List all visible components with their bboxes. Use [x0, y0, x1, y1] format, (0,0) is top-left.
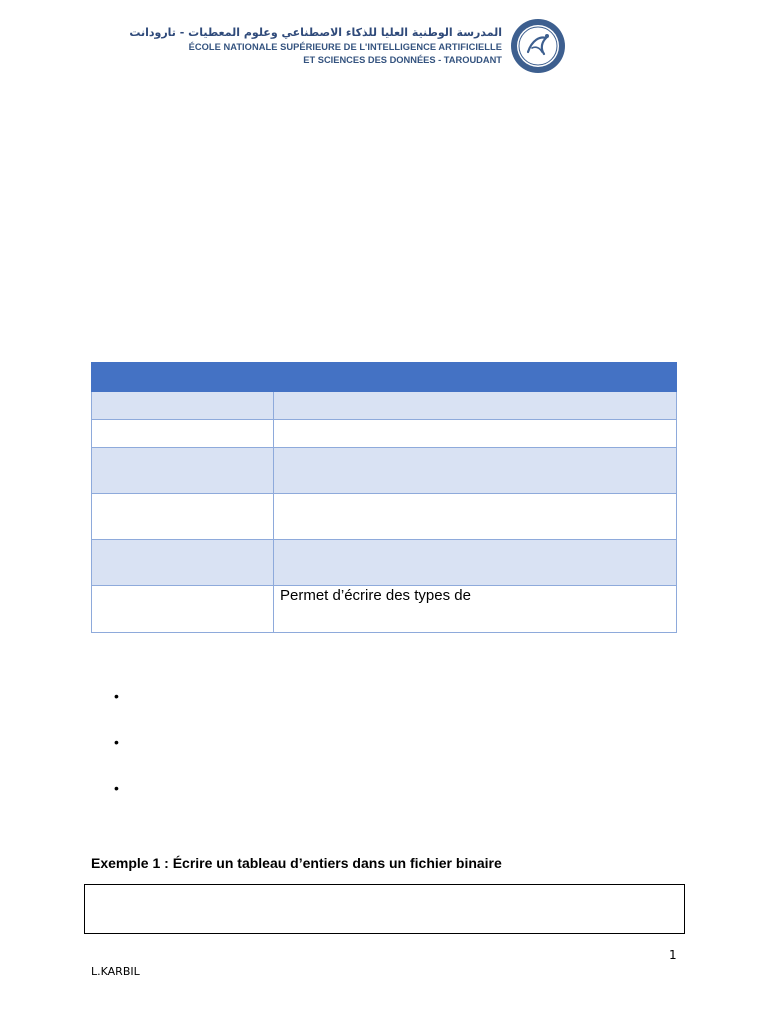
- list-item: •: [114, 780, 119, 796]
- school-seal-logo-icon: [510, 18, 566, 74]
- list-item: •: [114, 688, 119, 704]
- table-row: [92, 420, 677, 448]
- summary-table: [91, 362, 677, 633]
- table-row: [92, 586, 677, 633]
- school-name-arabic: المدرسة الوطنية العليا للذكاء الاصطناعي وعلوم المعطيات - تارودانت: [129, 26, 502, 39]
- table-row: [92, 540, 677, 586]
- table-cell-description: Permet d’écrire des types de: [274, 586, 677, 633]
- list-item: •: [114, 734, 119, 750]
- example-title: Exemple 1 : Écrire un tableau d’entiers dans un fichier binaire: [91, 855, 502, 871]
- school-header: [129, 18, 568, 78]
- table-row: [92, 392, 677, 420]
- school-name-french-line1: ÉCOLE NATIONALE SUPÉRIEURE DE L'INTELLIGENCE ARTIFICIELLE: [188, 42, 502, 52]
- code-box: [84, 884, 685, 934]
- footer-author: L.KARBIL: [91, 965, 140, 978]
- table-row: [92, 494, 677, 540]
- table-header-row: [92, 363, 677, 392]
- page-number: 1: [669, 948, 677, 962]
- table-row: [92, 448, 677, 494]
- bullet-list: [114, 686, 119, 824]
- school-name-french-line2: ET SCIENCES DES DONNÉES - TAROUDANT: [303, 55, 502, 65]
